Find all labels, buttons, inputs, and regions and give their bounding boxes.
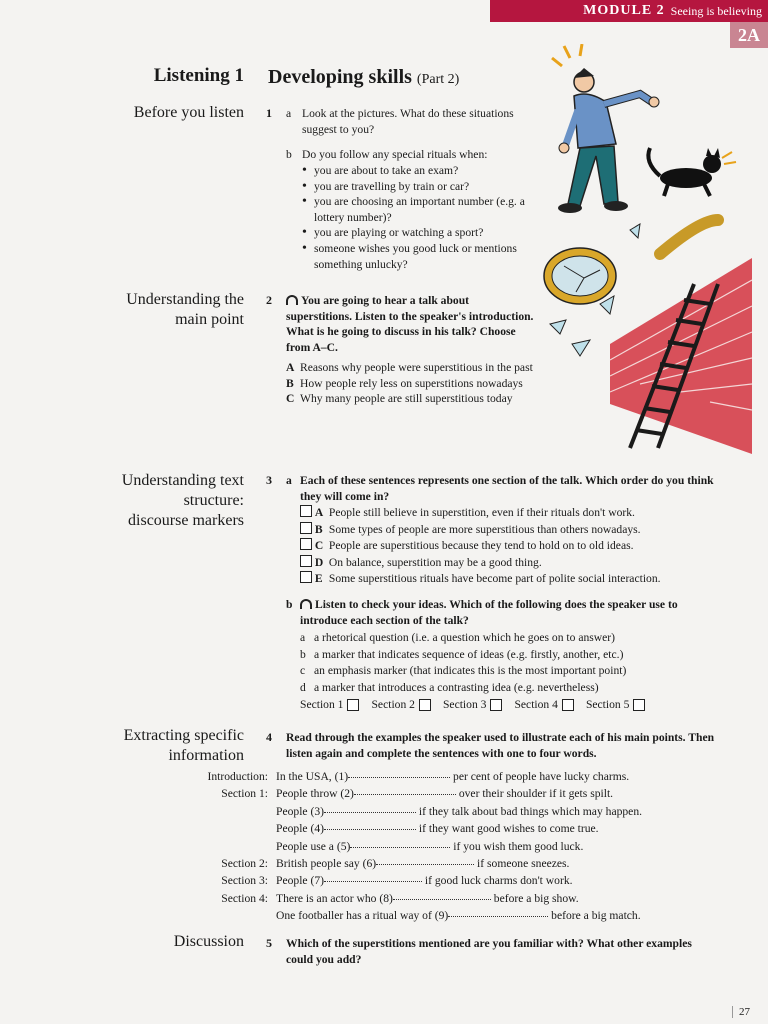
row-post: if you wish them good luck. — [453, 839, 584, 853]
answer-blank[interactable] — [376, 855, 474, 865]
ex2-prompt — [286, 293, 536, 355]
ex3a-text: Each of these sentences represents one section of the talk. Which order do you think they will come in? — [300, 474, 714, 503]
ex2-options — [286, 360, 536, 407]
section-label: Section 5 — [585, 698, 630, 711]
ex3a-option — [300, 522, 730, 539]
option-text: an emphasis marker (that indicates this is the most important point) — [314, 664, 627, 677]
option-key: d — [300, 680, 306, 694]
title-heading: Developing skills — [268, 66, 412, 88]
answer-blank[interactable] — [448, 907, 548, 917]
row-post: over their shoulder if it gets spilt. — [458, 787, 614, 801]
ex3a-key: a — [286, 474, 292, 487]
ex1a-text: Look at the pictures. What do these situations suggest to you? — [302, 107, 514, 136]
answer-box[interactable] — [633, 699, 645, 711]
label-before-listen: Before you listen — [133, 104, 244, 121]
row-section — [180, 907, 276, 924]
ex3b-option — [300, 647, 730, 664]
list-item — [180, 855, 642, 872]
row-post: if they talk about bad things which may happen. — [418, 804, 643, 818]
ex3b-option — [300, 630, 730, 647]
ex3b-text: Listen to check your ideas. Which of the following does the speaker use to introduce each section of the talk? — [300, 598, 678, 627]
ex4-number: 4 — [266, 730, 272, 744]
row-pre: People throw (2) — [276, 787, 354, 801]
list-item — [180, 803, 642, 820]
section-label: Section 2 — [371, 698, 415, 711]
label-extracting — [124, 726, 244, 766]
list-item: • someone wishes you good luck or mentions something unlucky? — [300, 241, 525, 272]
ex2-number: 2 — [266, 293, 272, 307]
answer-blank[interactable] — [324, 820, 416, 830]
ex3b-option — [300, 663, 730, 680]
row-pre: One footballer has a ritual way of (9) — [276, 909, 449, 923]
label-extracting-line2: information — [168, 747, 244, 764]
row-pre: British people say (6) — [276, 857, 377, 871]
list-item — [180, 907, 642, 924]
option-text: Reasons why people were superstitious in the past — [300, 361, 533, 374]
page-number: 27 — [732, 1006, 750, 1018]
list-item: • you are travelling by train or car? — [300, 179, 525, 195]
answer-box[interactable] — [562, 699, 574, 711]
row-section: Section 3: — [221, 874, 268, 888]
row-post: if good luck charms don't work. — [424, 874, 573, 888]
module-subtitle: Seeing is believing — [670, 3, 762, 18]
section-answer — [443, 698, 502, 711]
answer-blank[interactable] — [354, 785, 456, 795]
answer-box[interactable] — [347, 699, 359, 711]
answer-checkbox[interactable] — [300, 571, 312, 583]
row-pre: People use a (5) — [276, 839, 351, 853]
option-text: How people rely less on superstitions nowadays — [300, 376, 523, 390]
answer-blank[interactable] — [350, 838, 450, 848]
option-key: E — [314, 572, 323, 586]
label-main-point-line2: main point — [175, 311, 244, 328]
row-post: before a big show. — [493, 891, 579, 905]
ex3a-option — [300, 538, 730, 555]
listening-label: Listening 1 — [153, 65, 244, 86]
ex3a-option — [300, 555, 730, 572]
answer-blank[interactable] — [324, 803, 416, 813]
option-text: Some types of people are more superstitious than others nowadays. — [328, 522, 641, 536]
ex1b-key: b — [286, 148, 292, 161]
module-number: MODULE 2 — [583, 3, 665, 18]
list-item — [180, 872, 642, 889]
option-key: b — [300, 647, 306, 661]
list-item — [180, 838, 642, 855]
row-section: Section 1: — [221, 787, 268, 801]
answer-blank[interactable] — [348, 768, 450, 778]
ex3b-options — [300, 630, 730, 696]
answer-blank[interactable] — [393, 890, 491, 900]
list-item — [180, 890, 642, 907]
row-pre: In the USA, (1) — [276, 770, 349, 783]
ex1a-key: a — [286, 107, 292, 120]
label-extracting-line1: Extracting specific — [123, 727, 244, 744]
startled-man-icon — [552, 44, 659, 213]
label-text-structure — [122, 471, 244, 531]
module-header — [490, 0, 768, 22]
option-key: B — [314, 522, 323, 536]
ex1b-text: Do you follow any special rituals when: — [302, 148, 488, 161]
ex3b-option — [300, 680, 730, 697]
label-main-point-line1: Understanding the — [126, 291, 244, 308]
list-item — [180, 820, 642, 837]
ex3b-key: b — [286, 598, 293, 611]
unit-tab: 2A — [730, 22, 768, 48]
option-key: A — [314, 506, 324, 519]
ex2-option-c — [286, 391, 536, 407]
label-text-structure-line1: Understanding text — [121, 472, 244, 489]
answer-checkbox[interactable] — [300, 555, 312, 567]
ex5-text: Which of the superstitions mentioned are you familiar with? What other examples could you add? — [286, 937, 692, 966]
option-text: Some superstitious rituals have become part of polite social interaction. — [328, 572, 661, 586]
option-key: C — [286, 392, 295, 406]
row-pre: There is an actor who (8) — [276, 891, 393, 905]
option-text: a rhetorical question (i.e. a question which he goes on to answer) — [314, 631, 616, 644]
ex3a-options — [300, 505, 730, 588]
ex2-text: You are going to hear a talk about superstitions. Listen to the speaker's introduction. What is he going to discuss in his talk? Choose from A–C. — [286, 294, 534, 354]
option-text: a marker that indicates sequence of ideas (e.g. firstly, another, etc.) — [314, 647, 624, 661]
label-text-structure-line2: structure: — [183, 492, 244, 509]
row-pre: People (3) — [276, 804, 324, 818]
answer-box[interactable] — [490, 699, 502, 711]
option-text: a marker that introduces a contrasting idea (e.g. nevertheless) — [314, 680, 599, 694]
title-part: (Part 2) — [416, 72, 460, 87]
option-key: B — [286, 376, 294, 390]
option-key: A — [286, 361, 295, 374]
ex3b-prompt — [300, 597, 720, 628]
option-key: c — [300, 664, 306, 677]
audio-icon — [286, 295, 298, 305]
row-section — [180, 820, 276, 837]
superstition-illustration — [540, 44, 752, 454]
option-key: C — [314, 539, 324, 553]
section-answer — [371, 698, 430, 711]
row-pre: People (7) — [276, 874, 324, 888]
answer-checkbox[interactable] — [300, 538, 312, 550]
section-label: Section 3 — [442, 698, 487, 711]
option-key: a — [300, 631, 306, 644]
ex1-number: 1 — [266, 106, 272, 120]
ex2-option-b — [286, 376, 536, 392]
label-text-structure-line3: discourse markers — [128, 512, 244, 529]
row-post: if they want good wishes to come true. — [418, 822, 599, 836]
option-text: People are superstitious because they tend to hold on to old ideas. — [328, 539, 634, 553]
row-pre: People (4) — [276, 822, 324, 836]
label-discussion: Discussion — [173, 933, 244, 950]
section-answer — [586, 698, 645, 711]
section-label: Section 4 — [514, 698, 558, 711]
row-post: if someone sneezes. — [477, 857, 570, 871]
answer-box[interactable] — [419, 699, 431, 711]
page-title — [268, 66, 459, 89]
option-key: D — [314, 555, 324, 569]
row-section — [180, 803, 276, 820]
option-text: People still believe in superstition, even if their rituals don't work. — [328, 506, 635, 519]
answer-checkbox[interactable] — [300, 505, 312, 517]
row-post: before a big match. — [551, 909, 641, 923]
option-text: On balance, superstition may be a good thing. — [328, 555, 542, 569]
label-main-point — [126, 290, 244, 330]
list-item: • you are about to take an exam? — [300, 163, 525, 179]
answer-blank[interactable] — [324, 872, 422, 882]
audio-icon — [300, 599, 312, 609]
ex1b-bullet-list — [300, 163, 525, 272]
ex5-number: 5 — [266, 936, 272, 950]
list-item — [180, 768, 642, 785]
ex3a-option — [300, 505, 730, 522]
ex3a-option — [300, 571, 730, 588]
section-answer — [514, 698, 573, 711]
ex4-text: Read through the examples the speaker used to illustrate each of his main points. Then listen again and complete the sentences with one to four words. — [286, 731, 715, 760]
section-answer — [300, 698, 359, 711]
ex3-number: 3 — [266, 473, 272, 487]
option-text: Why many people are still superstitious today — [300, 392, 513, 406]
gap-fill-list — [180, 768, 642, 925]
row-section: Introduction: — [207, 770, 268, 783]
section-label: Section 1 — [300, 698, 344, 711]
brick-wall-icon — [610, 258, 752, 454]
list-item: • you are playing or watching a sport? — [300, 225, 525, 241]
row-section: Section 4: — [221, 891, 268, 905]
row-section: Section 2: — [221, 857, 268, 871]
ex2-option-a — [286, 360, 536, 376]
row-section — [180, 838, 276, 855]
row-post: per cent of people have lucky charms. — [453, 770, 630, 783]
black-cat-icon — [648, 148, 736, 196]
list-item: • you are choosing an important number (e.g. a lottery number)? — [300, 194, 525, 225]
answer-checkbox[interactable] — [300, 522, 312, 534]
list-item — [180, 785, 642, 802]
section-answer-row — [300, 698, 645, 711]
